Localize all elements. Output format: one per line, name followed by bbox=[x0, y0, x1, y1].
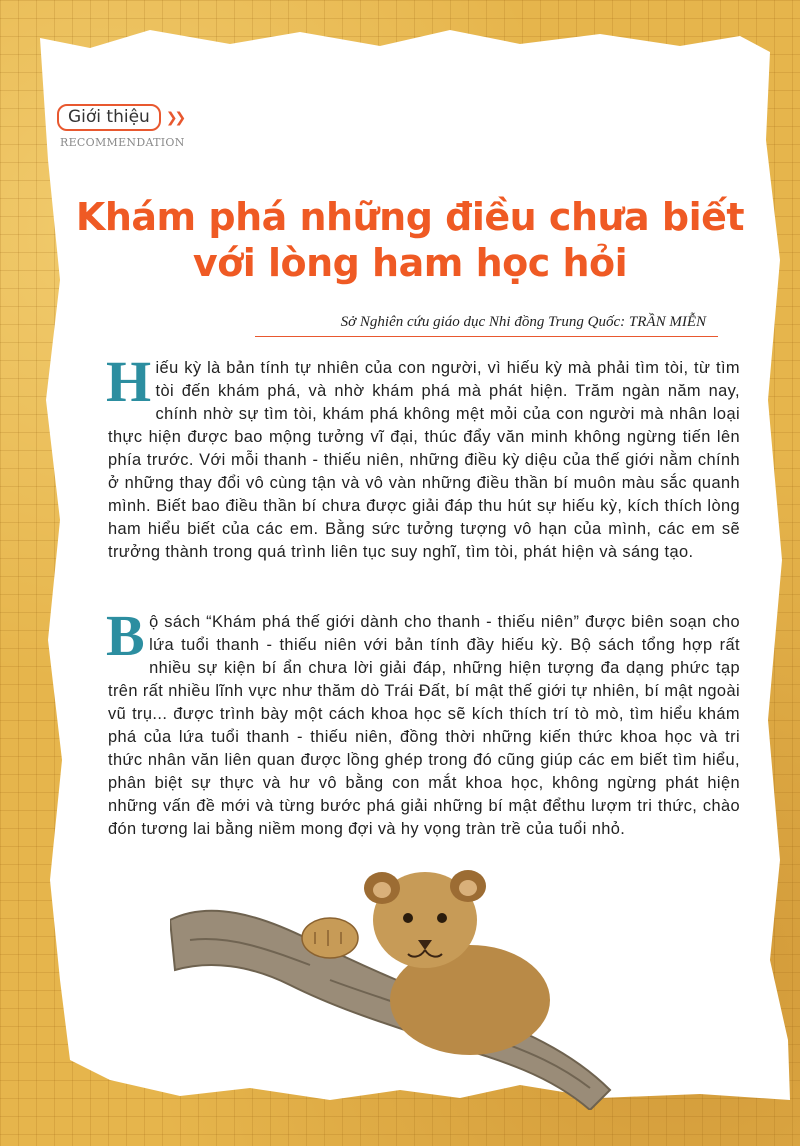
author-rule-divider bbox=[255, 336, 718, 337]
body-paragraph-1 bbox=[106, 349, 740, 564]
section-tag-sublabel: RECOMMENDATION bbox=[60, 136, 185, 149]
page-title-line-1: Khám phá những điều chưa biết bbox=[75, 195, 745, 239]
drop-cap: H bbox=[106, 349, 152, 414]
page-title-line-2: với lòng ham học hỏi bbox=[192, 241, 628, 285]
section-tag bbox=[57, 104, 183, 131]
lion-cub-on-branch-illustration bbox=[170, 860, 630, 1110]
drop-cap: B bbox=[106, 603, 146, 668]
body-paragraph-2 bbox=[106, 603, 740, 841]
paragraph-text: ộ sách “Khám phá thế giới dành cho thanh - thiếu niên” được biên soạn cho lứa tuổi thanh - thiếu niên với bản tính đầy hiếu kỳ. Bộ sách tổng hợp rất nhiều sự kiện bí ẩn chưa lời giải đáp, những hiện tượng đa dạng phức tạp trên rất nhiều lĩnh vực như thăm dò Trái Đất, bí mật thế giới tự nhiên, bí mật ngoài vũ trụ... được trình bày một cách khoa học sẽ kích thích trí tò mò, tìm hiểu khám phá của lứa tuổi thanh - thiếu niên, đồng thời những kiến thức khoa học và tri thức nhân văn liên quan được lồng ghép trong đó cũng giúp các em biết tìm hiểu, phân biệt sự thực và hư vô bằng con mắt khoa học, không ngừng phát hiện những vấn đề mới và từng bước phá giải những bí mật đểthu lượm tri thức, chào đón tương lai bằng niềm mong đợi và hy vọng tràn trề của tuổi nhỏ. bbox=[108, 613, 740, 838]
author-credit: Sở Nghiên cứu giáo dục Nhi đồng Trung Quốc: TRẦN MIỄN bbox=[340, 314, 706, 330]
section-tag-label: Giới thiệu bbox=[57, 104, 161, 131]
double-chevron-right-icon: ❯❯ bbox=[165, 109, 184, 126]
paragraph-text: iếu kỳ là bản tính tự nhiên của con người, vì hiếu kỳ mà phải tìm tòi, từ tìm tòi đến khám phá, và nhờ khám phá mà phát hiện. Trăm ngàn năm nay, chính nhờ sự tìm tòi, khám phá không mệt mỏi của con người mà nhân loại thực hiện được bao mộng tưởng vĩ đại, thúc đẩy văn minh không ngừng tiến lên phía trước. Với mỗi thanh - thiếu niên, những điều kỳ diệu của thế giới nằm chính ở những thay đổi vô cùng tận và vô vàn những điều thần bí muôn màu sắc quanh mình. Biết bao điều thần bí chưa được giải đáp thu hút sự hiếu kỳ, kích thích lòng ham hiểu biết của các em. Bằng sức tưởng tượng vô hạn của mình, các em sẽ trưởng thành trong quá trình liên tục suy nghĩ, tìm tòi, phát hiện và sáng tạo. bbox=[108, 359, 740, 561]
